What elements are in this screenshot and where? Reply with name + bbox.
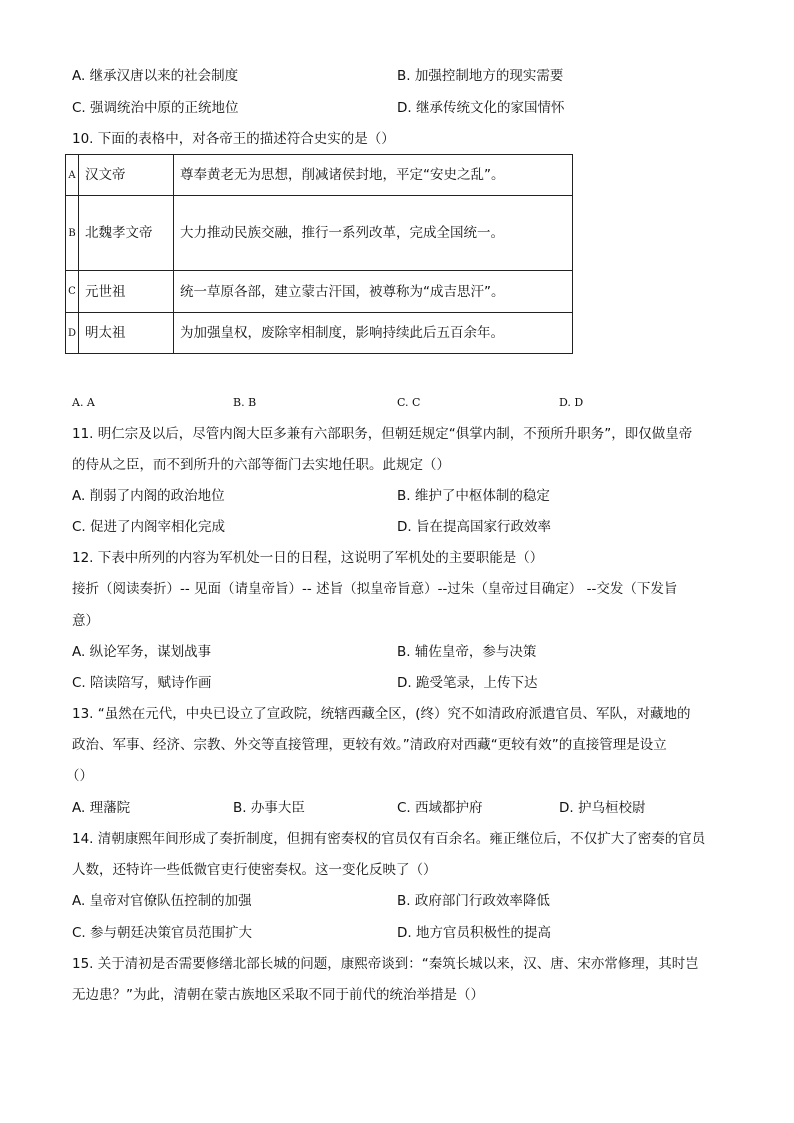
q10-option-c: C. C xyxy=(397,396,421,409)
q11-stem-line-2: 的侍从之臣，而不到所升的六部等衙门去实地任职。此规定（） xyxy=(72,457,450,473)
emperor-name: 北魏孝文帝 xyxy=(79,196,174,271)
q14-option-c: C. 参与朝廷决策官员范围扩大 xyxy=(72,925,253,941)
q14-option-b: B. 政府部门行政效率降低 xyxy=(397,893,550,909)
q11-option-d: D. 旨在提高国家行政效率 xyxy=(397,519,551,535)
emperor-name: 明太祖 xyxy=(79,313,174,354)
emperor-table xyxy=(65,154,573,354)
table-row xyxy=(66,313,573,354)
q12-option-b: B. 辅佐皇帝，参与决策 xyxy=(397,644,537,660)
q13-stem-line-1: 13. “虽然在元代，中央已设立了宣政院，统辖西藏全区，(终）究不如清政府派遣官员、军队，对藏地的 xyxy=(72,706,691,722)
emperor-description: 大力推动民族交融，推行一系列改革，完成全国统一。 xyxy=(174,196,573,271)
q10-option-a: A. A xyxy=(72,396,95,409)
q11-option-a: A. 削弱了内阁的政治地位 xyxy=(72,488,225,504)
q13-option-c: C. 西域都护府 xyxy=(397,800,483,816)
q11-option-b: B. 维护了中枢体制的稳定 xyxy=(397,488,550,504)
q12-option-a: A. 纵论军务，谋划战事 xyxy=(72,644,212,660)
q15-stem-line-2: 无边患？”为此，清朝在蒙古族地区采取不同于前代的统治举措是（） xyxy=(72,987,484,1003)
q9-option-b: B. 加强控制地方的现实需要 xyxy=(397,68,564,84)
row-key: D xyxy=(66,313,79,354)
row-key: C xyxy=(66,271,79,313)
emperor-description: 尊奉黄老无为思想，削减诸侯封地，平定“安史之乱”。 xyxy=(174,155,573,196)
q13-stem-line-2: 政治、军事、经济、宗教、外交等直接管理，更较有效。”清政府对西藏“更较有效”的直接管理是设立 xyxy=(72,737,667,753)
table-row xyxy=(66,271,573,313)
q14-option-d: D. 地方官员积极性的提高 xyxy=(397,925,551,941)
q9-option-d: D. 继承传统文化的家国情怀 xyxy=(397,100,565,116)
q11-option-c: C. 促进了内阁宰相化完成 xyxy=(72,519,226,535)
row-key: B xyxy=(66,196,79,271)
q9-option-c: C. 强调统治中原的正统地位 xyxy=(72,100,239,116)
q15-stem-line-1: 15. 关于清初是否需要修缮北部长城的问题，康熙帝谈到：“秦筑长城以来，汉、唐、宋亦常修理，其时岂 xyxy=(72,956,699,972)
q13-option-d: D. 护乌桓校尉 xyxy=(559,800,646,816)
q14-stem-line-2: 人数，还特许一些低微官吏行使密奏权。这一变化反映了（） xyxy=(72,862,437,878)
q12-stem: 12. 下表中所列的内容为军机处一日的日程，这说明了军机处的主要职能是（） xyxy=(72,550,544,566)
emperor-description: 为加强皇权，废除宰相制度，影响持续此后五百余年。 xyxy=(174,313,573,354)
row-key: A xyxy=(66,155,79,196)
q14-stem-line-1: 14. 清朝康熙年间形成了奏折制度，但拥有密奏权的官员仅有百余名。雍正继位后，不仅扩大了密奏的官员 xyxy=(72,831,706,847)
table-row xyxy=(66,155,573,196)
q12-flow-line-2: 意） xyxy=(72,613,99,629)
q10-option-d: D. D xyxy=(559,396,584,409)
table-row xyxy=(66,196,573,271)
q12-option-d: D. 跪受笔录，上传下达 xyxy=(397,675,538,691)
q12-flow-line-1: 接折（阅读奏折）-- 见面（请皇帝旨）-- 述旨（拟皇帝旨意）--过朱（皇帝过目确定） --交发（下发旨 xyxy=(72,581,678,597)
q10-option-b: B. B xyxy=(233,396,257,409)
q13-option-a: A. 理藩院 xyxy=(72,800,131,816)
q12-option-c: C. 陪读陪写，赋诗作画 xyxy=(72,675,212,691)
q10-stem: 10. 下面的表格中，对各帝王的描述符合史实的是（） xyxy=(72,131,395,147)
emperor-name: 元世祖 xyxy=(79,271,174,313)
q13-stem-line-3: （） xyxy=(66,768,93,784)
q9-option-a: A. 继承汉唐以来的社会制度 xyxy=(72,68,239,84)
q14-option-a: A. 皇帝对官僚队伍控制的加强 xyxy=(72,893,252,909)
emperor-name: 汉文帝 xyxy=(79,155,174,196)
emperor-description: 统一草原各部，建立蒙古汗国，被尊称为“成吉思汗”。 xyxy=(174,271,573,313)
q11-stem-line-1: 11. 明仁宗及以后，尽管内阁大臣多兼有六部职务，但朝廷规定“俱掌内制，不预所升职务”，即仅做皇帝 xyxy=(72,426,693,442)
q13-option-b: B. 办事大臣 xyxy=(233,800,305,816)
